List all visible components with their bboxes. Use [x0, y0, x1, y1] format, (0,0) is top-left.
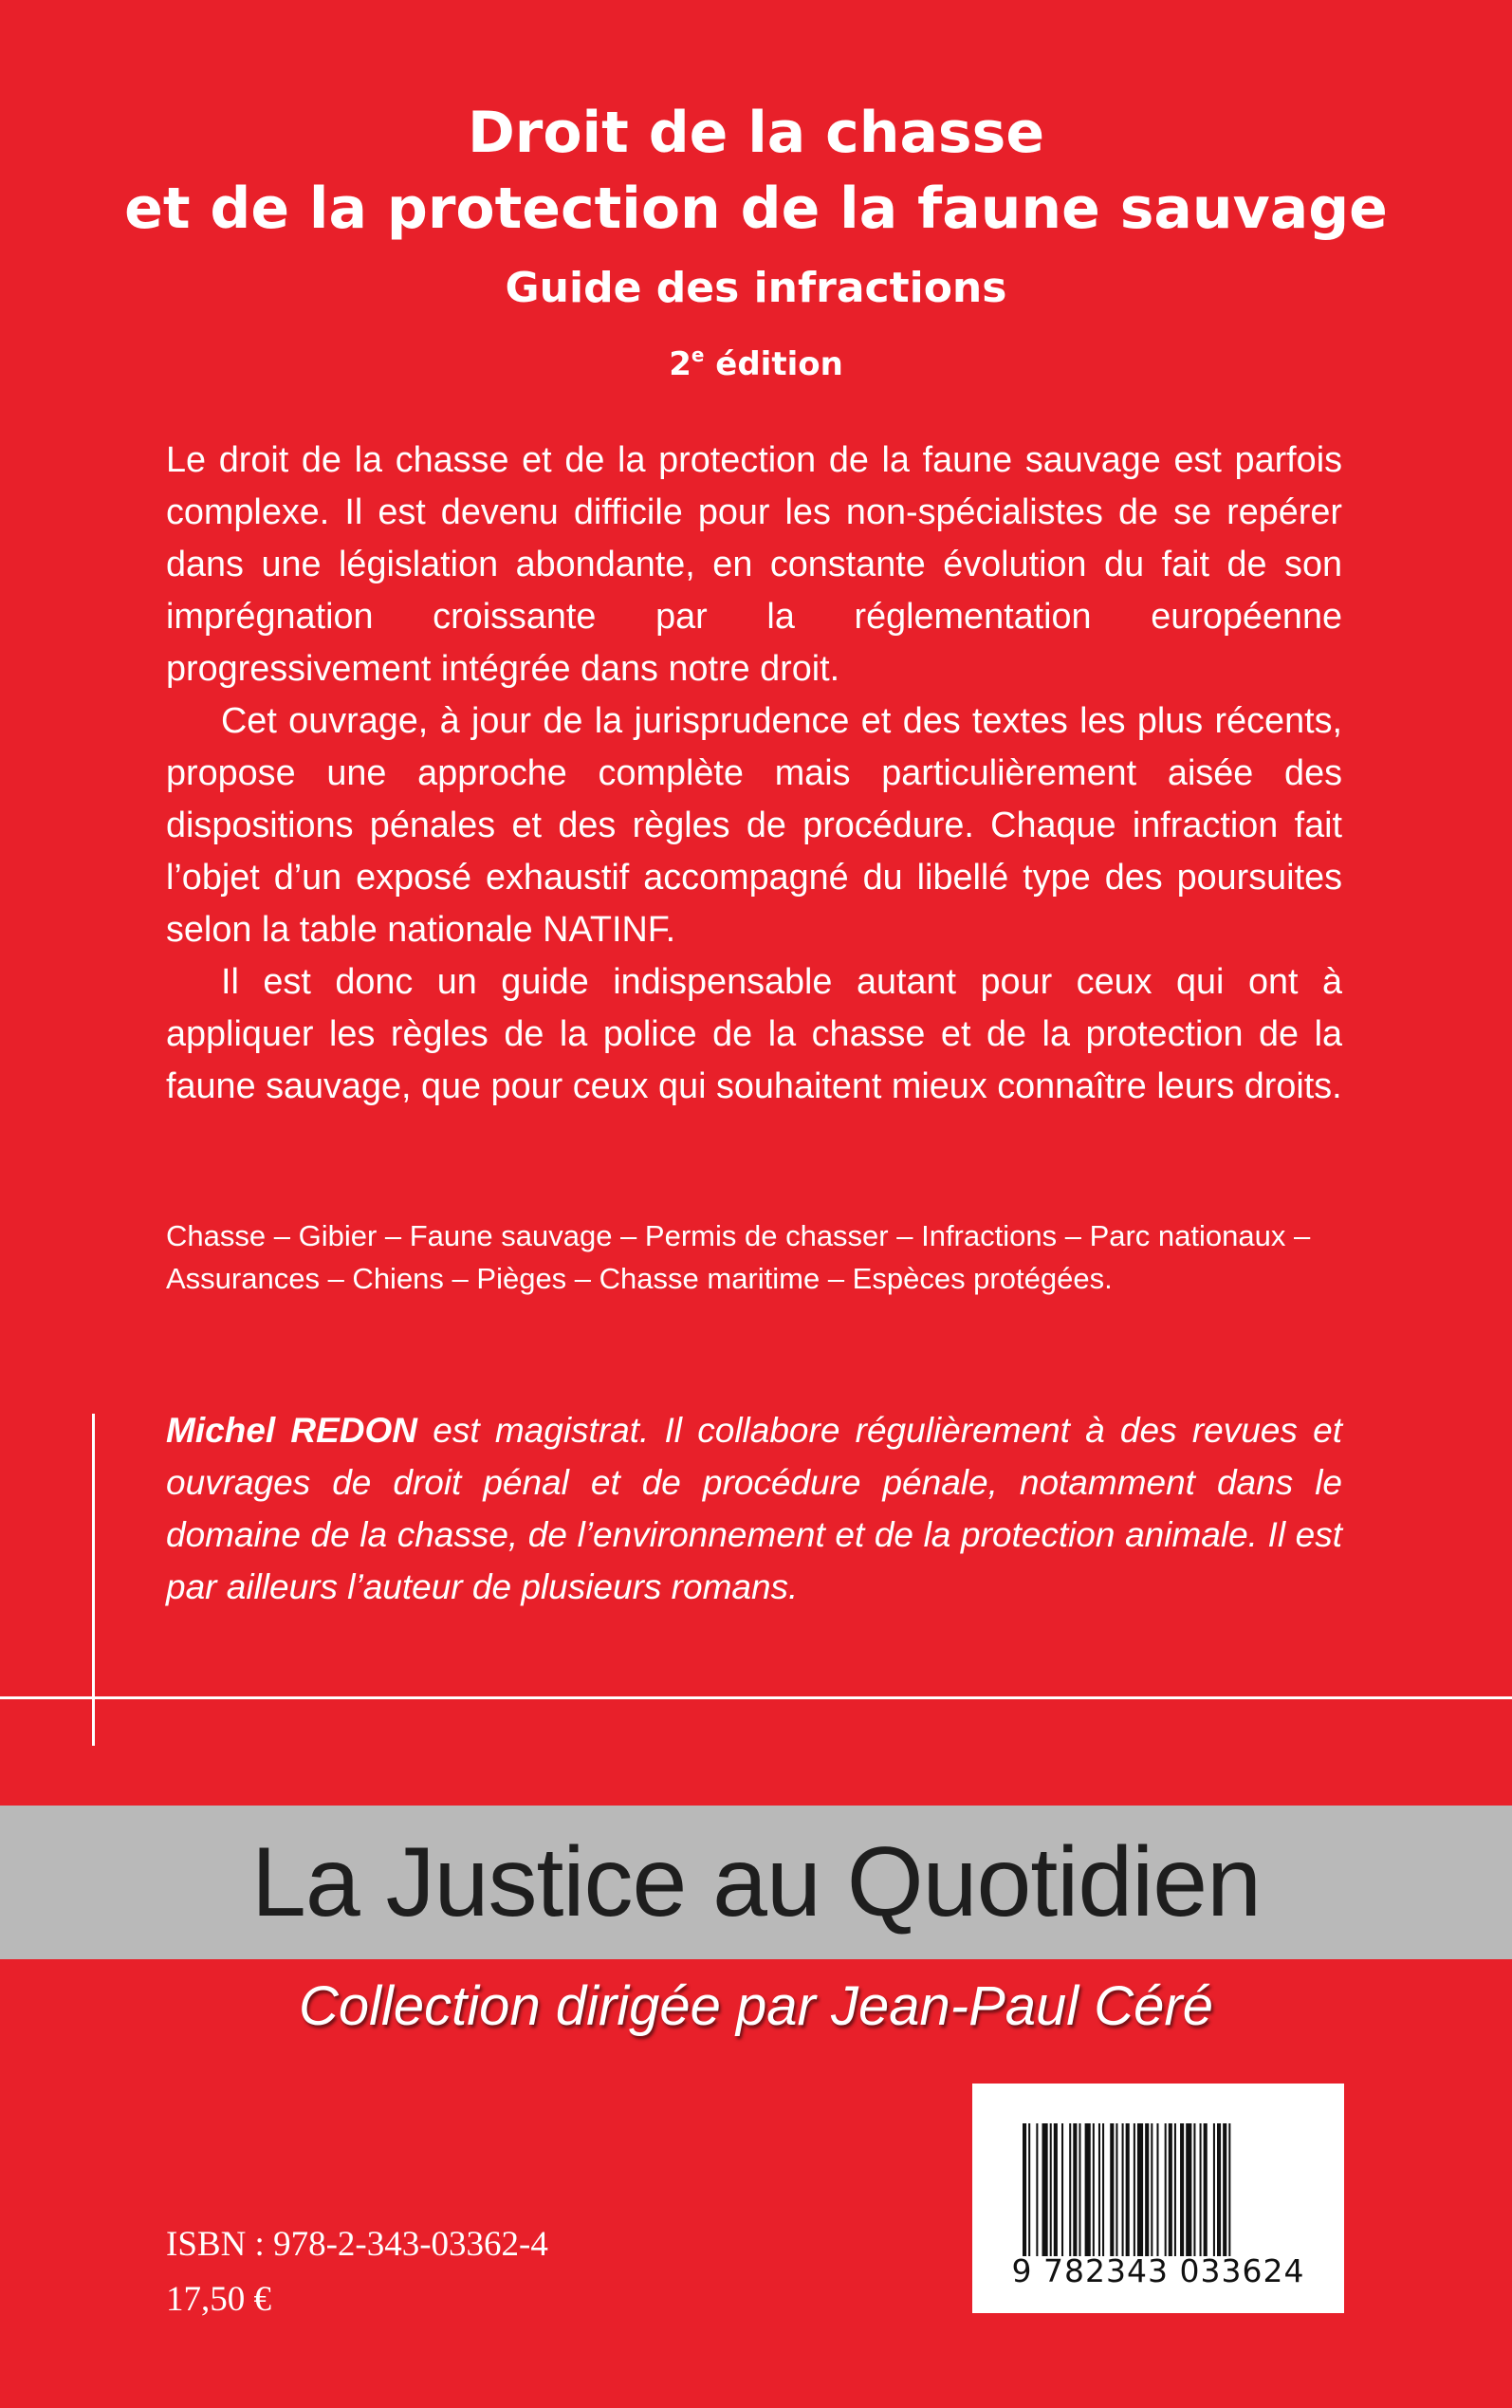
book-subtitle: Guide des infractions — [505, 264, 1007, 312]
barcode-digits: 9 782343 033624 — [1011, 2252, 1305, 2289]
description-paragraph-1: Le droit de la chasse et de la protection de la faune sauvage est parfois complexe. Il est devenu difficile pour les non-spécialistes de se repérer dans une législation abondante, en constante évolution du fait de son imprégnation croissante par la réglementation européenne progressivement intégrée dans notre droit. — [166, 440, 1342, 689]
edition-superscript: e — [691, 343, 705, 366]
author-bio — [166, 1404, 1342, 1613]
edition-word: édition — [704, 345, 843, 383]
book-title-line-1: Droit de la chasse — [467, 100, 1045, 166]
isbn: ISBN : 978-2-343-03362-4 — [166, 2225, 548, 2264]
edition-label — [0, 336, 1512, 383]
series-title: La Justice au Quotidien — [251, 1826, 1261, 1937]
author-bio-text: est magistrat. Il collabore régulièrement à des revues et ouvrages de droit pénal et de procédure pénale, notamment dans le domaine de la chasse, de l’environnement et de la protection animale. Il est par ailleurs l’auteur de plusieurs romans. — [166, 1411, 1342, 1606]
description — [166, 435, 1342, 1113]
keywords-line-1: Chasse – Gibier – Faune sauvage – Permis de chasser – Infractions – Parc nationaux – — [166, 1219, 1311, 1252]
book-title-line-2: et de la protection de la faune sauvage — [124, 176, 1388, 242]
series-band — [0, 1806, 1512, 1959]
edition-number: 2 — [669, 345, 691, 383]
keywords — [166, 1214, 1342, 1300]
barcode-bars-icon — [1023, 2123, 1294, 2256]
horizontal-rule — [0, 1696, 1512, 1699]
title-block — [0, 95, 1512, 383]
price: 17,50 € — [166, 2280, 271, 2319]
author-name: Michel REDON — [166, 1411, 417, 1450]
barcode — [972, 2084, 1344, 2313]
keywords-line-2: Assurances – Chiens – Pièges – Chasse maritime – Espèces protégées. — [166, 1262, 1113, 1295]
description-paragraph-3: Il est donc un guide indispensable autant pour ceux qui ont à appliquer les règles de la police de la chasse et de la protection de la faune sauvage, que pour ceux qui souhaitent mieux connaître leurs droits. — [166, 962, 1342, 1106]
collection-editor: Collection dirigée par Jean-Paul Céré — [299, 1975, 1213, 2037]
description-paragraph-2: Cet ouvrage, à jour de la jurisprudence et des textes les plus récents, propose une approche complète mais particulièrement aisée des dispositions pénales et des règles de procédure. Chaque infraction fait l’objet d’un exposé exhaustif accompagné du libellé type des poursuites selon la table nationale NATINF. — [166, 701, 1342, 950]
